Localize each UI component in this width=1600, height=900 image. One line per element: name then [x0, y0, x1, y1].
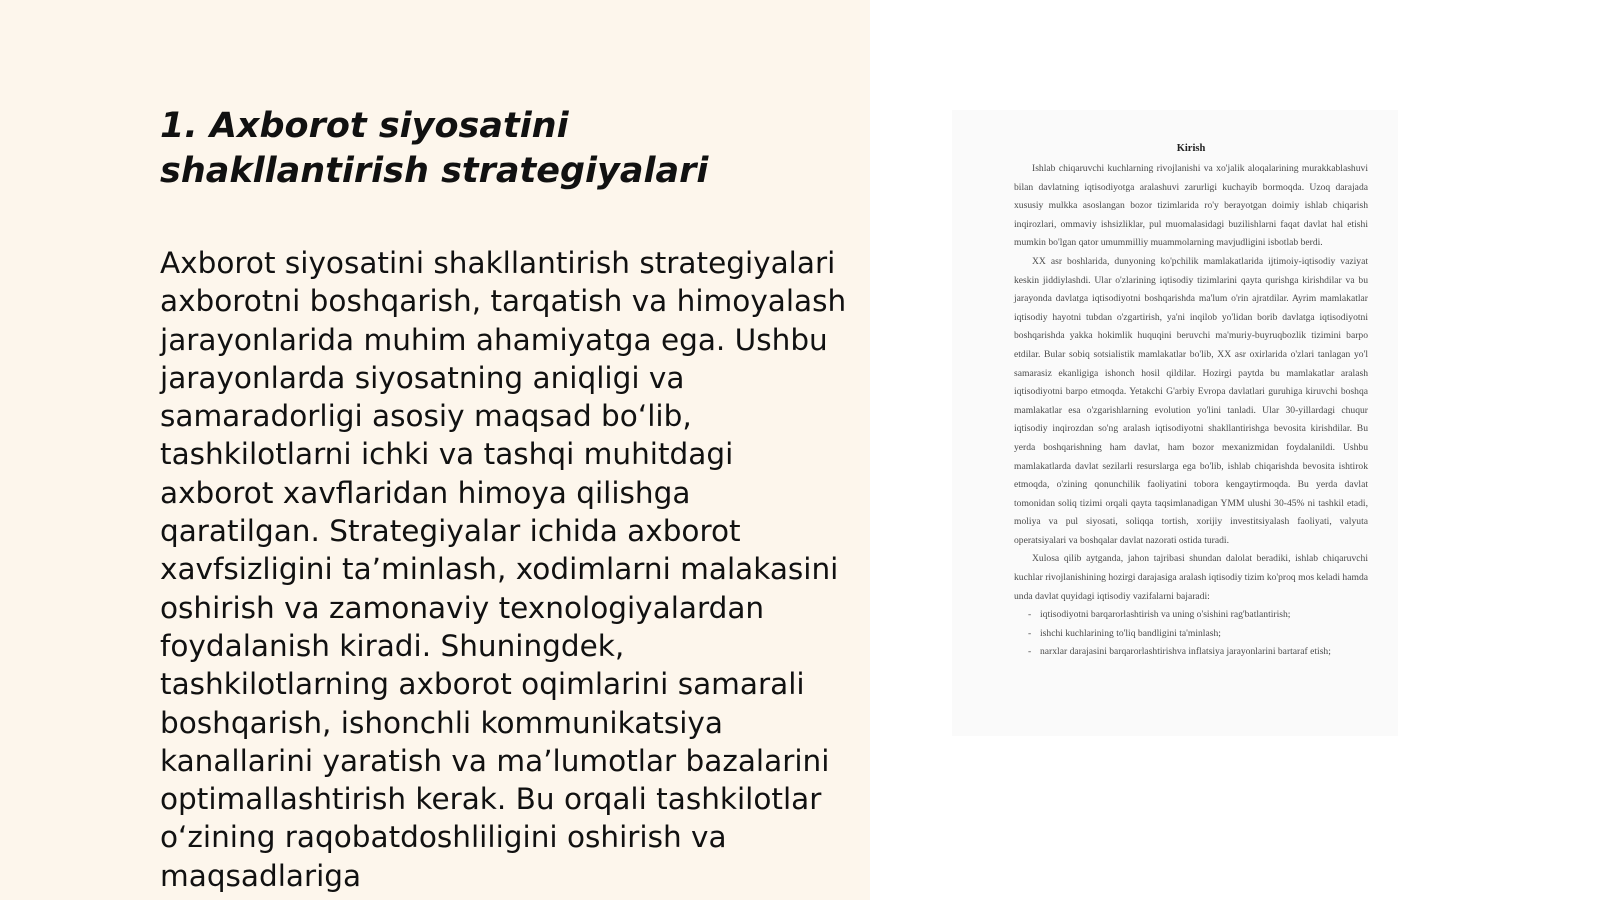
slide-title: 1. Axborot siyosatini shakllantirish strategiyalari: [160, 106, 709, 191]
document-list: [1014, 606, 1368, 662]
document-list-item: - narxlar darajasini barqarorlashtirishva inflatsiya jarayonlarini bartaraf etish;: [1028, 643, 1368, 662]
document-paragraph: Ishlab chiqaruvchi kuchlarning rivojlanishi va xo'jalik aloqalarining murakkablashuvi bilan davlatning iqtisodiyotga aralashuvi zarurligi kuchayib bormoqda. Uzoq darajada xususiy mulkka asoslangan bozor tizimlarida ro'y berayotgan doimiy ishlab chiqarish inqirozlari, ommaviy ishsizliklar, pul muomalasidagi buzilishlarni faqat davlat hal etishi mumkin bo'lgan qator umummilliy muammolarning mavjudligini isbotlab berdi.: [1014, 163, 1368, 249]
document-list-item: - iqtisodiyotni barqarorlashtirish va uning o'sishini rag'batlantirish;: [1028, 606, 1368, 625]
document-list-item: - ishchi kuchlarining to'liq bandligini ta'minlash;: [1028, 625, 1368, 644]
document-heading: Kirish: [1176, 143, 1206, 154]
document-paragraph: Xulosa qilib aytganda, jahon tajribasi shundan dalolat beradiki, ishlab chiqaruvchi kuchlar rivojlanishining hozirgi darajasiga aralash iqtisodiy tizim ko'proq mos keladi hamda unda davlat quyidagi iqtisodiy vazifalarni bajaradi:: [1014, 553, 1368, 602]
document-page-image: [952, 110, 1398, 736]
document-paragraph: XX asr boshlarida, dunyoning ko'pchilik mamlakatlarida ijtimoiy-iqtisodiy vaziyat keskin jiddiylashdi. Ular o'zlarining iqtisodiy tizimlarini qayta qurishga kirishdilar va bu jarayonda davlatga iqtisodiyotni boshqarishda ma'lum o'rin ajratdilar. Ayrim mamlakatlar iqtisodiy hayotni tubdan o'zgartirish, ya'ni inqilob yo'lidan borib davlatga iqtisodiyotni boshqarishda yakka hokimlik huquqini beruvchi ma'muriy-buyruqbozlik tizimini barpo etdilar. Bular sobiq sotsialistik mamlakatlar bo'lib, XX asr oxirlarida o'zlari tanlagan yo'l samarasiz ekanligiga ishonch hosil qildilar. Hozirgi paytda bu mamlakatlar aralash iqtisodiyotni barpo etmoqda. Yetakchi G'arbiy Evropa davlatlari guruhiga kiruvchi boshqa mamlakatlar esa o'zgarishlarning evolution yo'lini tanladi. Ular 30-yillardagi chuqur iqtisodiy inqirozdan so'ng aralash iqtisodiyotni shakllantirishga bevosita kirishdilar. Bu yerda boshqarishning ham davlat, ham bozor mexanizmidan foydalanildi. Ushbu mamlakatlarda davlat sezilarli resurslarga ega bo'lib, ishlab chiqarishda bevosita ishtirok etmoqda, o'zining qonunchilik faoliyatini tobora kengaytirmoqda. Bu yerda davlat tomonidan soliq tizimi orqali qayta taqsimlanadigan YMM ulushi 30-45% ni tashkil etadi, moliya va pul siyosati, soliqqa tortish, xorijiy investitsiyalash faoliyati, valyuta operatsiyalari va boshqalar davlat nazorati ostida turadi.: [1014, 255, 1368, 546]
slide-body-text: Axborot siyosatini shakllantirish strategiyalari axborotni boshqarish, tarqatish va himoyalash jarayonlarida muhim ahamiyatga ega. Ushbu jarayonlarda siyosatning aniqligi va samaradorligi asosiy maqsad bo‘lib, tashkilotlarni ichki va tashqi muhitdagi axborot xavflaridan himoya qilishga qaratilgan. Strategiyalar ichida axborot xavfsizligini ta’minlash, xodimlarni malakasini oshirish va zamonaviy texnologiyalardan foydalanish kiradi. Shuningdek, tashkilotlarning axborot oqimlarini samarali boshqarish, ishonchli kommunikatsiya kanallarini yaratish va ma’lumotlar bazalarini optimallashtirish kerak. Bu orqali tashkilotlar o‘zining raqobatdoshliligini oshirish va maqsadlariga: [160, 246, 847, 893]
